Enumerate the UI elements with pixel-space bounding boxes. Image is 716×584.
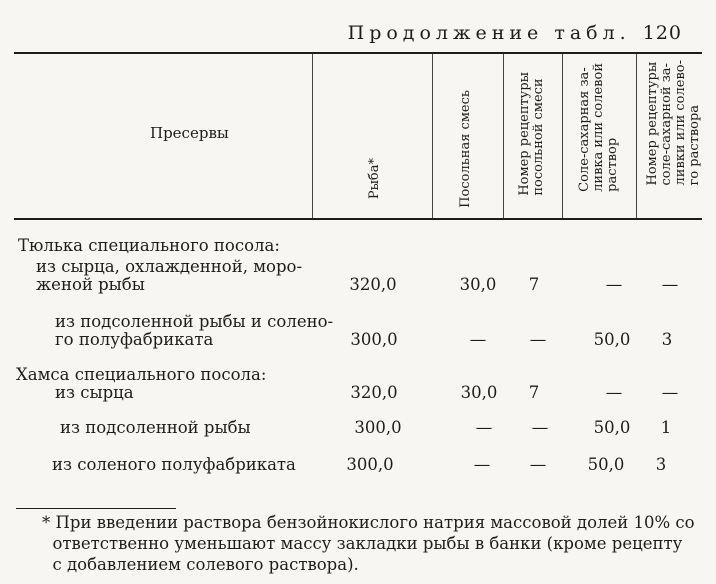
header-mix: Посольная смесь bbox=[458, 90, 473, 208]
cell-fish: 320,0 bbox=[350, 383, 398, 402]
cell-mix-recipe: — bbox=[529, 330, 547, 349]
column-divider bbox=[432, 54, 433, 218]
row-label: из подсоленной рыбы bbox=[60, 418, 251, 437]
header-preserves: Пресервы bbox=[150, 124, 229, 142]
column-divider bbox=[562, 54, 563, 218]
header-fill-recipe: Номер рецептуры соле-сахарной за- ливки или солево- го раствора bbox=[645, 60, 702, 186]
cell-mix: 30,0 bbox=[460, 383, 498, 402]
cell-mix: — bbox=[473, 455, 491, 474]
cell-fish: 300,0 bbox=[354, 418, 402, 437]
footnote: * При введении раствора бензойнокислого натрия массовой долей 10% со ответственно уменьшают массу закладки рыбы в банки (кроме рецепту с добавлением солевого раствора). bbox=[42, 513, 695, 574]
group-title: Хамса специального посола: bbox=[16, 365, 267, 384]
cell-fill-recipe: 1 bbox=[660, 418, 672, 437]
row-label: из сырца bbox=[55, 383, 134, 402]
cell-mix: 30,0 bbox=[459, 275, 497, 294]
cell-fill-recipe: — bbox=[661, 275, 679, 294]
header-top-rule bbox=[14, 52, 702, 54]
cell-mix-recipe: — bbox=[531, 418, 549, 437]
cell-fill: 50,0 bbox=[593, 418, 631, 437]
row-label: из подсоленной рыбы и солено- bbox=[55, 312, 334, 331]
header-mix-recipe: Номер рецептуры посольной смеси bbox=[517, 72, 546, 196]
column-divider bbox=[636, 54, 637, 218]
cell-fill-recipe: — bbox=[661, 383, 679, 402]
cell-fish: 320,0 bbox=[349, 275, 397, 294]
header-fish: Рыба* bbox=[367, 158, 382, 200]
cell-mix-recipe: 7 bbox=[528, 383, 540, 402]
row-label: из соленого полуфабриката bbox=[52, 455, 296, 474]
cell-fill: 50,0 bbox=[593, 330, 631, 349]
table-number: 120 bbox=[642, 22, 682, 44]
cell-fill: — bbox=[605, 383, 623, 402]
cell-mix-recipe: 7 bbox=[528, 275, 540, 294]
group-title: Тюлька специального посола: bbox=[18, 236, 280, 255]
cell-fill-recipe: 3 bbox=[661, 330, 673, 349]
table-caption bbox=[348, 22, 682, 44]
header-bottom-rule bbox=[14, 218, 702, 220]
header-fill: Соле-сахарная за- ливка или солевой раствор bbox=[577, 63, 620, 192]
cell-fill: — bbox=[605, 275, 623, 294]
column-divider bbox=[503, 54, 504, 218]
cell-fill: 50,0 bbox=[587, 455, 625, 474]
column-divider bbox=[312, 54, 313, 218]
cell-mix-recipe: — bbox=[529, 455, 547, 474]
row-label: из сырца, охлажденной, моро- bbox=[36, 257, 303, 276]
cell-fish: 300,0 bbox=[350, 330, 398, 349]
cell-fill-recipe: 3 bbox=[655, 455, 667, 474]
caption-text: Продолжение табл. bbox=[347, 22, 631, 44]
cell-mix: — bbox=[475, 418, 493, 437]
cell-mix: — bbox=[469, 330, 487, 349]
row-label-cont: женой рыбы bbox=[36, 275, 145, 294]
cell-fish: 300,0 bbox=[346, 455, 394, 474]
footnote-rule bbox=[16, 508, 176, 509]
row-label-cont: го полуфабриката bbox=[55, 330, 214, 349]
